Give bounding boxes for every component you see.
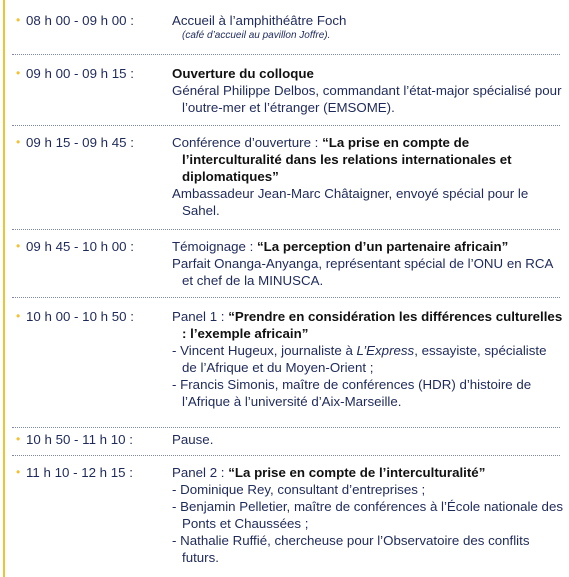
entry-title: “La prise en compte de l’interculturalité”: [228, 465, 486, 480]
entry-content: [172, 464, 564, 566]
time-slot: 10 h 50 - 11 h 10 :: [26, 432, 133, 447]
entry-prefix: Panel 2 :: [172, 465, 225, 480]
entry-heading: [172, 308, 564, 342]
bullet-icon: •: [16, 309, 21, 323]
time-slot: 09 h 15 - 09 h 45 :: [26, 135, 134, 150]
entry-content: [172, 308, 564, 410]
time-slot: 11 h 10 - 12 h 15 :: [26, 465, 133, 480]
dotted-separator: [12, 229, 560, 230]
dotted-separator: [12, 54, 560, 55]
bullet-icon: •: [16, 239, 21, 253]
entry-prefix: Conférence d’ouverture :: [172, 135, 319, 150]
entry-speaker: Ambassadeur Jean-Marc Châtaigner, envoyé spécial pour le Sahel.: [172, 186, 529, 218]
bullet-icon: •: [16, 432, 21, 446]
entry-text: Accueil à l’amphithéâtre Foch: [172, 13, 347, 28]
entry-heading: [172, 464, 564, 481]
dotted-separator: [12, 455, 560, 456]
dotted-separator: [12, 427, 560, 428]
entry-title: Ouverture du colloque: [172, 66, 314, 81]
entry-speaker: Général Philippe Delbos, commandant l’état-major spécialisé pour l’outre-mer et l’étranger (EMSOME).: [172, 83, 562, 115]
entry-prefix: Témoignage :: [172, 239, 254, 254]
entry-prefix: Panel 1 :: [172, 309, 225, 324]
accent-vertical-line: [3, 0, 5, 577]
entry-content: [172, 238, 564, 289]
entry-title: “La prise en compte de l’interculturalité dans les relations internationales et diplomatiques”: [182, 135, 512, 184]
time-slot: 08 h 00 - 09 h 00 :: [26, 13, 134, 28]
time-slot: 10 h 00 - 10 h 50 :: [26, 309, 134, 324]
speaker-line: - Francis Simonis, maître de conférences (HDR) d’histoire de l’Afrique à l’université d’Aix-Marseille.: [172, 377, 532, 409]
entry-content: [172, 134, 564, 219]
bullet-icon: •: [16, 135, 21, 149]
entry-content: [172, 65, 564, 116]
speaker-line: - Dominique Rey, consultant d’entreprises ;: [172, 482, 426, 497]
time-slot: 09 h 00 - 09 h 15 :: [26, 66, 134, 81]
speaker-line: - Vincent Hugeux, journaliste à L’Express, essayiste, spécialiste de l’Afrique et du Moyen-Orient ;: [172, 343, 547, 375]
entry-title: “Prendre en considération les différences culturelles : l’exemple africain”: [182, 309, 563, 341]
time-slot: 09 h 45 - 10 h 00 :: [26, 239, 134, 254]
entry-speaker: Parfait Onanga-Anyanga, représentant spécial de l’ONU en RCA et chef de la MINUSCA.: [172, 256, 553, 288]
entry-text: Pause.: [172, 432, 214, 447]
entry-content: [172, 431, 564, 448]
entry-note: (café d’accueil au pavillon Joffre).: [182, 30, 331, 41]
entry-heading: [172, 238, 564, 255]
entry-title: “La perception d’un partenaire africain”: [257, 239, 509, 254]
dotted-separator: [12, 297, 560, 298]
speaker-line: - Benjamin Pelletier, maître de conférences à l’École nationale des Ponts et Chaussées ;: [172, 499, 563, 531]
entry-heading: [172, 134, 564, 185]
speaker-line: - Nathalie Ruffié, chercheuse pour l’Observatoire des conflits futurs.: [172, 533, 530, 565]
bullet-icon: •: [16, 13, 21, 27]
bullet-icon: •: [16, 465, 21, 479]
entry-content: [172, 12, 564, 43]
bullet-icon: •: [16, 66, 21, 80]
dotted-separator: [12, 125, 560, 126]
